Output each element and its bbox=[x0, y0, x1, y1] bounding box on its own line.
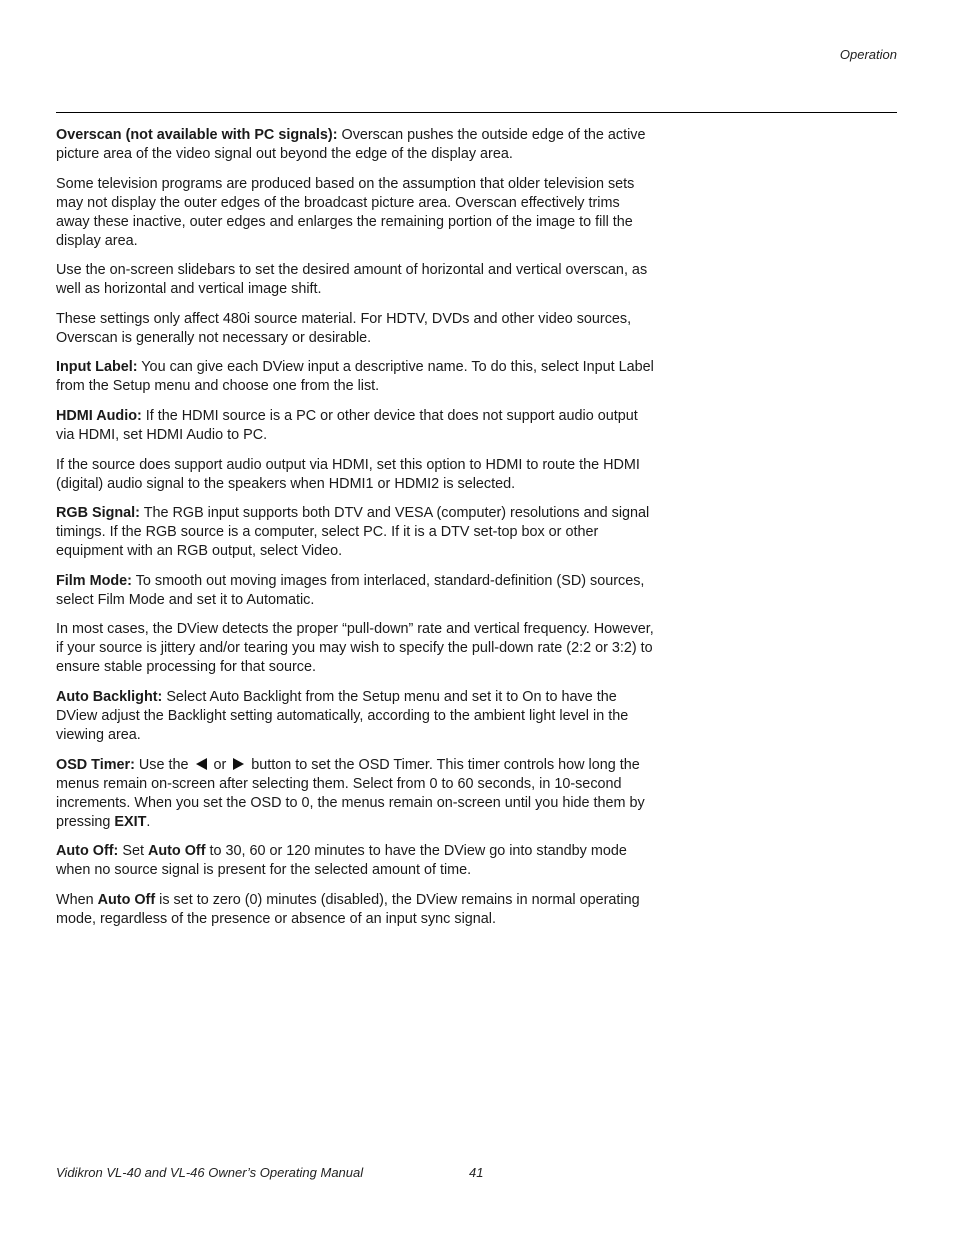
term-osd-timer: OSD Timer: bbox=[56, 756, 135, 773]
header-rule bbox=[56, 112, 897, 113]
paragraph-overscan bbox=[56, 126, 656, 164]
paragraph-auto-off bbox=[56, 842, 656, 880]
term-exit: EXIT bbox=[114, 813, 147, 830]
term-auto-off-2: Auto Off bbox=[97, 891, 156, 908]
paragraph-auto-off-2 bbox=[56, 891, 656, 929]
term-auto-backlight: Auto Backlight: bbox=[56, 688, 163, 705]
paragraph-rgb-signal bbox=[56, 504, 656, 561]
footer-manual-title: Vidikron VL-40 and VL-46 Owner’s Operating Manual bbox=[56, 1165, 364, 1180]
text-auto-off-2-b: is set to zero (0) minutes (disabled), the DView remains in normal operating mode, regardless of the presence or absence of an input sync signal. bbox=[56, 891, 640, 927]
text-osd-timer-a: Use the bbox=[134, 756, 193, 773]
paragraph-film-mode bbox=[56, 572, 656, 610]
text-auto-off-2-a: When bbox=[56, 891, 98, 908]
paragraph-overscan-2: Some television programs are produced based on the assumption that older television sets may not display the outer edges of the broadcast picture area. Overscan effectively trims away these inactive, outer edges and enlarges the remaining portion of the image to fill the display area. bbox=[56, 175, 635, 249]
paragraph-hdmi-audio bbox=[56, 407, 656, 445]
term-film-mode: Film Mode: bbox=[56, 572, 132, 589]
footer-page-number: 41 bbox=[469, 1165, 484, 1180]
right-triangle-icon bbox=[233, 758, 244, 770]
text-overscan: Overscan pushes the outside edge of the active picture area of the video signal out beyond the edge of the display area. bbox=[56, 127, 646, 162]
term-auto-off-inline: Auto Off bbox=[147, 843, 206, 860]
text-hdmi-audio: If the HDMI source is a PC or other device that does not support audio output via HDMI, set HDMI Audio to PC. bbox=[56, 407, 638, 443]
left-triangle-icon bbox=[196, 758, 207, 770]
text-rgb-signal: The RGB input supports both DTV and VESA (computer) resolutions and signal timings. If the RGB source is a computer, select PC. If it is a DTV set-top box or other equipment with an RGB output, select Video. bbox=[56, 505, 650, 560]
paragraph-overscan-3: Use the on-screen slidebars to set the desired amount of horizontal and vertical overscan, as well as horizontal and vertical image shift. bbox=[56, 262, 648, 298]
text-input-label: You can give each DView input a descriptive name. To do this, select Input Label from the Setup menu and choose one from the list. bbox=[56, 359, 654, 395]
paragraph-film-mode-2: In most cases, the DView detects the proper “pull-down” rate and vertical frequency. However, if your source is jittery and/or tearing you may wish to specify the pull-down rate (2:2 or 3:2) to ensure stable processing for that source. bbox=[56, 621, 654, 676]
paragraph-auto-backlight bbox=[56, 688, 656, 745]
paragraph-hdmi-audio-2: If the source does support audio output via HDMI, set this option to HDMI to route the HDMI (digital) audio signal to the speakers when HDMI1 or HDMI2 is selected. bbox=[56, 456, 640, 492]
text-osd-timer-d: . bbox=[146, 813, 151, 830]
term-rgb-signal: RGB Signal: bbox=[56, 505, 140, 522]
text-auto-off-a: Set bbox=[118, 843, 148, 860]
text-auto-off-b: to 30, 60 or 120 minutes to have the DView go into standby mode when no source signal is present for the selected amount of time. bbox=[56, 843, 627, 879]
term-overscan: Overscan (not available with PC signals): bbox=[56, 127, 338, 143]
text-osd-timer-b: or bbox=[209, 756, 231, 773]
page-header-section: Operation bbox=[839, 47, 897, 62]
paragraph-osd-timer bbox=[56, 756, 656, 832]
paragraph-input-label bbox=[56, 358, 656, 396]
paragraph-overscan-4: These settings only affect 480i source material. For HDTV, DVDs and other video sources, Overscan is generally not necessary or desirable. bbox=[56, 310, 632, 346]
page-content bbox=[56, 126, 656, 939]
text-osd-timer-c: button to set the OSD Timer. This timer controls how long the menus remain on-screen after selecting them. Select from 0 to 60 seconds, in 10-second increments. When you set the OSD to 0, the menus remain on-screen until you hide them by pressing bbox=[56, 756, 645, 830]
text-auto-backlight: Select Auto Backlight from the Setup menu and set it to On to have the DView adjust the Backlight setting automatically, according to the ambient light level in the viewing area. bbox=[56, 688, 629, 743]
text-film-mode: To smooth out moving images from interlaced, standard-definition (SD) sources, select Film Mode and set it to Automatic. bbox=[56, 572, 645, 608]
term-auto-off: Auto Off: bbox=[56, 843, 119, 860]
term-hdmi-audio: HDMI Audio: bbox=[56, 407, 142, 424]
term-input-label: Input Label: bbox=[56, 359, 138, 376]
